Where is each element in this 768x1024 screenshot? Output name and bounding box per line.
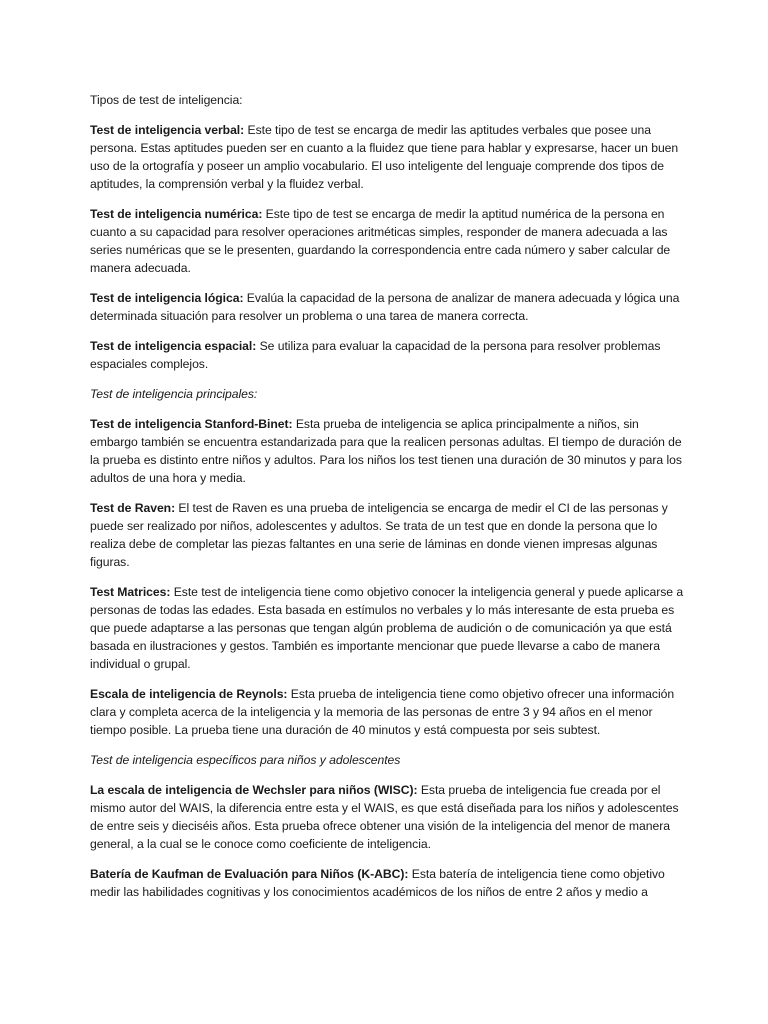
- paragraph-logica: [90, 289, 686, 325]
- paragraph-numerica: [90, 205, 686, 277]
- term-verbal: Test de inteligencia verbal:: [90, 123, 245, 137]
- text-stanford-binet: Esta prueba de inteligencia se aplica principalmente a niños, sin embargo también se encuentra estandarizada para que la realicen personas adultas. El tiempo de duración de la prueba es distinto entre niños y adultos. Para los niños los test tienen una duración de 30 minutos y para los adultos de una hora y media.: [90, 417, 682, 485]
- paragraph-k-abc: [90, 865, 686, 901]
- document-page: [90, 91, 686, 913]
- text-logica: Evalúa la capacidad de la persona de analizar de manera adecuada y lógica una determinada situación para resolver un problema o una tarea de manera correcta.: [90, 291, 680, 323]
- paragraph-wisc: [90, 781, 686, 853]
- text-reynols: Esta prueba de inteligencia tiene como objetivo ofrecer una información clara y completa acerca de la inteligencia y la memoria de las personas de entre 3 y 94 años en el menor tiempo posible. La prueba tiene una duración de 40 minutos y está compuesta por seis subtest.: [90, 687, 675, 737]
- heading-especificos: Test de inteligencia específicos para niños y adolescentes: [90, 753, 401, 767]
- paragraph-reynols: [90, 685, 686, 739]
- text-wisc: Esta prueba de inteligencia fue creada por el mismo autor del WAIS, la diferencia entre esta y el WAIS, es que está diseñada para los niños y adolescentes de entre seis y dieciséis años. Esta prueba ofrece obtener una visión de la inteligencia del menor de manera general, a la cual se le conoce como coeficiente de inteligencia.: [90, 783, 679, 851]
- term-stanford-binet: Test de inteligencia Stanford-Binet:: [90, 417, 293, 431]
- text-verbal: Este tipo de test se encarga de medir las aptitudes verbales que posee una persona. Estas aptitudes pueden ser en cuanto a la fluidez que tiene para hablar y expresarse, hacer un buen uso de la ortografía y poseer un amplio vocabulario. El uso inteligente del lenguaje comprende dos tipos de aptitudes, la comprensión verbal y la fluidez verbal.: [90, 123, 679, 191]
- text-matrices: Este test de inteligencia tiene como objetivo conocer la inteligencia general y puede aplicarse a personas de todas las edades. Esta basada en estímulos no verbales y lo más interesante de esta prueba es que puede adaptarse a las personas que tengan algún problema de audición o de comunicación ya que está basada en ilustraciones y gestos. También es importante mencionar que puede llevarse a cabo de manera individual o grupal.: [90, 585, 684, 671]
- term-espacial: Test de inteligencia espacial:: [90, 339, 257, 353]
- term-numerica: Test de inteligencia numérica:: [90, 207, 263, 221]
- paragraph-raven: [90, 499, 686, 571]
- text-numerica: Este tipo de test se encarga de medir la aptitud numérica de la persona en cuanto a su capacidad para resolver operaciones aritméticas simples, responder de manera adecuada a las series numéricas que se le presenten, guardando la correspondencia entre cada número y saber calcular de manera adecuada.: [90, 207, 671, 275]
- text-raven: El test de Raven es una prueba de inteligencia se encarga de medir el CI de las personas y puede ser realizado por niños, adolescentes y adultos. Se trata de un test que en donde la persona que lo realiza debe de completar las piezas faltantes en una serie de láminas en donde vienen impresas algunas figuras.: [90, 501, 668, 569]
- term-k-abc: Batería de Kaufman de Evaluación para Niños (K-ABC):: [90, 867, 409, 881]
- text-k-abc: Esta batería de inteligencia tiene como objetivo medir las habilidades cognitivas y los conocimientos académicos de los niños de entre 2 años y medio a: [90, 867, 665, 899]
- paragraph-verbal: [90, 121, 686, 193]
- paragraph-espacial: [90, 337, 686, 373]
- term-reynols: Escala de inteligencia de Reynols:: [90, 687, 288, 701]
- heading-principales: Test de inteligencia principales:: [90, 387, 258, 401]
- paragraph-stanford-binet: [90, 415, 686, 487]
- term-matrices: Test Matrices:: [90, 585, 171, 599]
- term-wisc: La escala de inteligencia de Wechsler para niños (WISC):: [90, 783, 418, 797]
- document-title: Tipos de test de inteligencia:: [90, 93, 243, 107]
- term-raven: Test de Raven:: [90, 501, 176, 515]
- text-espacial: Se utiliza para evaluar la capacidad de la persona para resolver problemas espaciales complejos.: [90, 339, 661, 371]
- paragraph-matrices: [90, 583, 686, 673]
- term-logica: Test de inteligencia lógica:: [90, 291, 244, 305]
